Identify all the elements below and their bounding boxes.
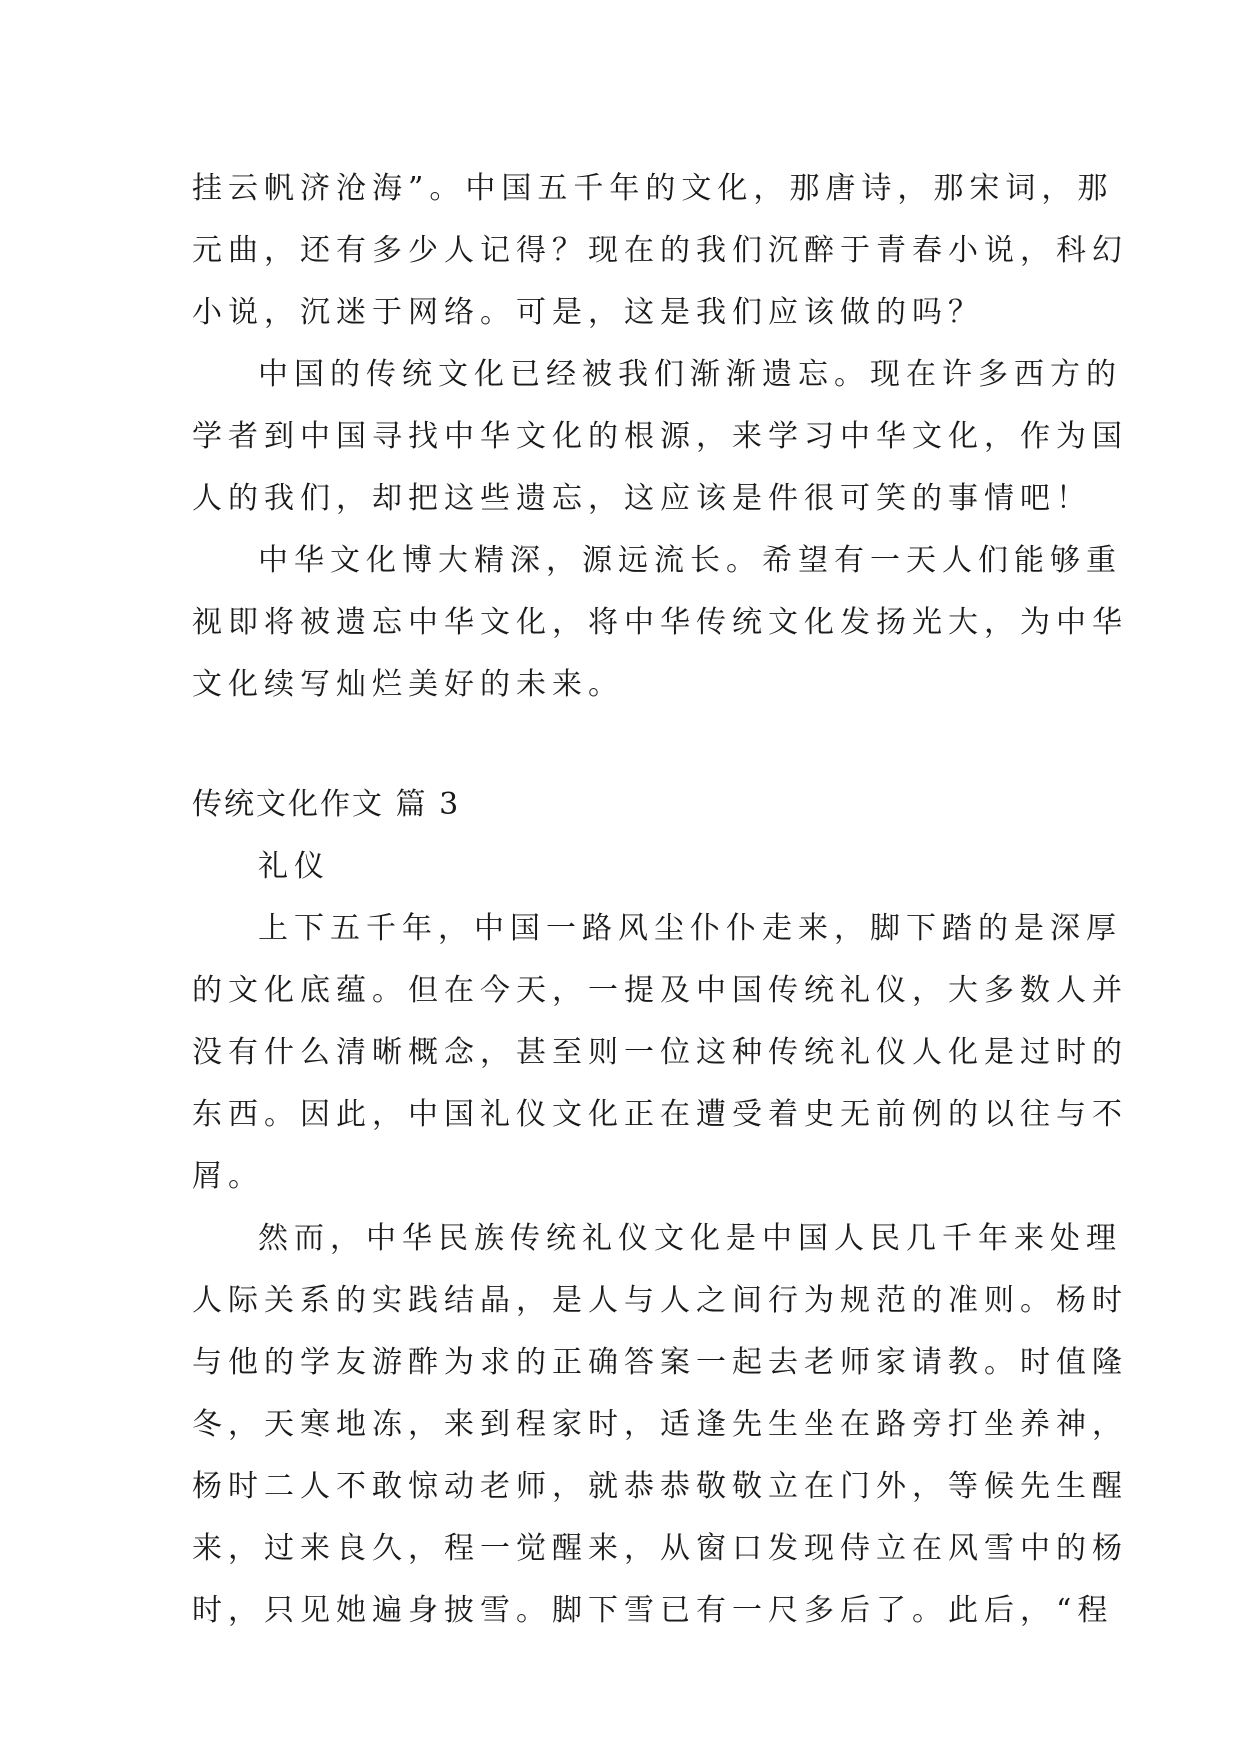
text-line: 挂云帆济沧海”。中国五千年的文化，那唐诗，那宋词，那: [192, 171, 1114, 206]
document-body: [192, 158, 1128, 1642]
text-line: 上下五千年，中国一路风尘仆仆走来，脚下踏的是深厚: [258, 911, 1122, 946]
text-line: 来，过来良久，程一觉醒来，从窗口发现侍立在风雪中的杨: [192, 1531, 1128, 1566]
text-line: 小说，沉迷于网络。可是，这是我们应该做的吗？: [192, 295, 984, 330]
paragraph: [192, 158, 1128, 344]
text-line: 与他的学友游酢为求的正确答案一起去老师家请教。时值隆: [192, 1345, 1128, 1380]
text-line: 中国的传统文化已经被我们渐渐遗忘。现在许多西方的: [258, 357, 1122, 392]
text-line: 的文化底蕴。但在今天，一提及中国传统礼仪，大多数人并: [192, 973, 1128, 1008]
paragraph: [192, 898, 1128, 1208]
text-line: 然而，中华民族传统礼仪文化是中国人民几千年来处理: [258, 1221, 1122, 1256]
paragraph: [192, 344, 1128, 530]
paragraph: [192, 1208, 1128, 1642]
text-line: 人际关系的实践结晶，是人与人之间行为规范的准则。杨时: [192, 1283, 1128, 1318]
text-line: 东西。因此，中国礼仪文化正在遭受着史无前例的以往与不: [192, 1097, 1128, 1132]
text-line: 人的我们，却把这些遗忘，这应该是件很可笑的事情吧！: [192, 481, 1092, 516]
paragraph: [192, 530, 1128, 716]
text-line: 视即将被遗忘中华文化，将中华传统文化发扬光大，为中华: [192, 605, 1128, 640]
text-line: 屑。: [192, 1159, 264, 1194]
section-heading: 传统文化作文 篇 3: [192, 787, 461, 822]
text-line: 元曲，还有多少人记得？现在的我们沉醉于青春小说，科幻: [192, 233, 1128, 268]
text-line: 学者到中国寻找中华文化的根源，来学习中华文化，作为国: [192, 419, 1128, 454]
text-line: 中华文化博大精深，源远流长。希望有一天人们能够重: [258, 543, 1122, 578]
text-line: 杨时二人不敢惊动老师，就恭恭敬敬立在门外，等候先生醒: [192, 1469, 1128, 1504]
text-line: 没有什么清晰概念，甚至则一位这种传统礼仪人化是过时的: [192, 1035, 1128, 1070]
text-line: 文化续写灿烂美好的未来。: [192, 667, 624, 702]
spacer: [192, 716, 1052, 774]
text-line: 冬，天寒地冻，来到程家时，适逢先生坐在路旁打坐养神，: [192, 1407, 1128, 1442]
text-line: 时，只见她遍身披雪。脚下雪已有一尺多后了。此后，“程: [192, 1593, 1114, 1628]
essay-title: 礼仪: [258, 849, 330, 884]
